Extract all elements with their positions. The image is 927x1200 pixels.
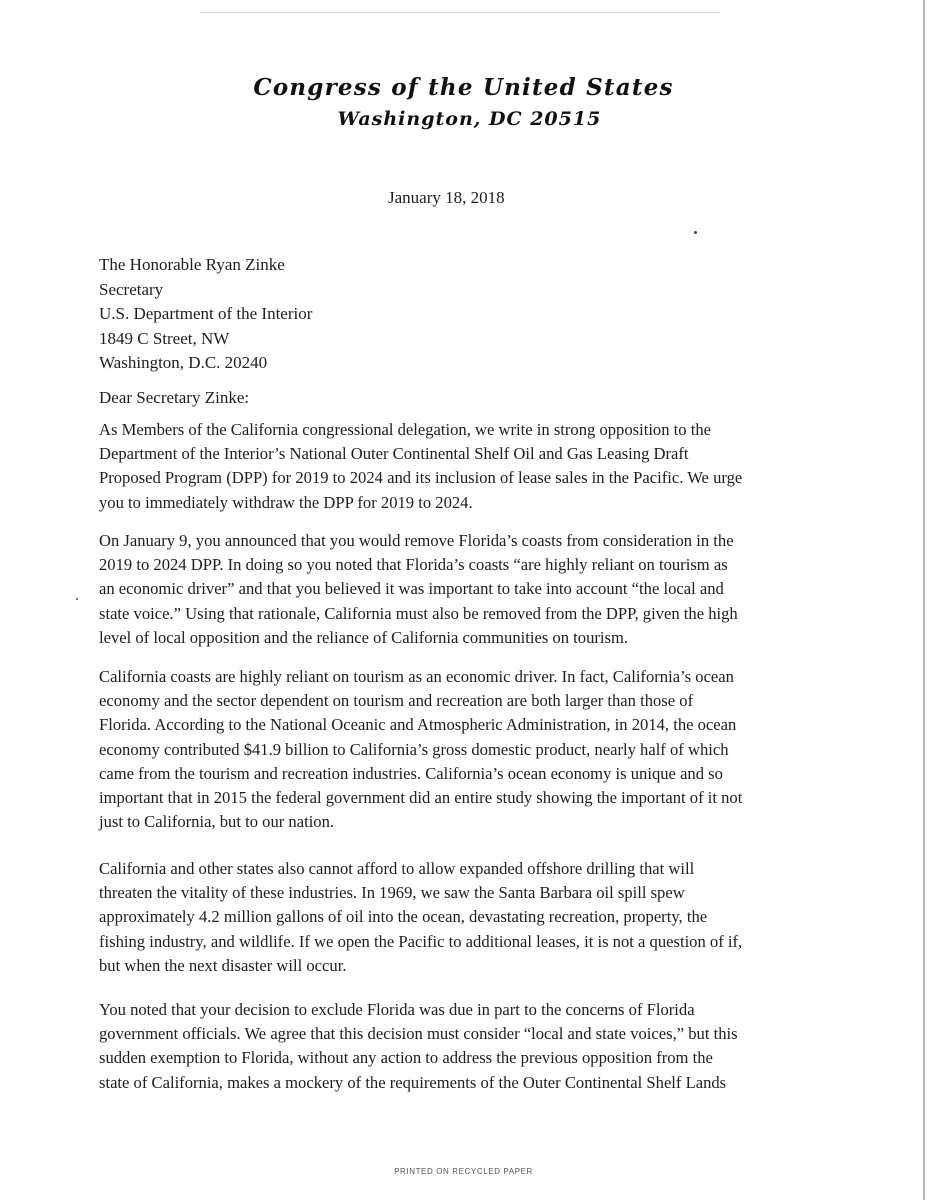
recipient-title: Secretary bbox=[99, 279, 164, 299]
paragraph-line: fishing industry, and wildlife. If we open the Pacific to additional leases, it is not a question of if, bbox=[99, 931, 743, 951]
paragraph-line: sudden exemption to Florida, without any action to address the previous opposition from the bbox=[99, 1048, 713, 1068]
paragraph-line: level of local opposition and the reliance of California communities on tourism. bbox=[99, 627, 629, 647]
paragraph-line: Department of the Interior’s National Outer Continental Shelf Oil and Gas Leasing Draft bbox=[99, 444, 689, 464]
recipient-city: Washington, D.C. 20240 bbox=[99, 353, 268, 372]
letter-date: January 18, 2018 bbox=[388, 188, 505, 207]
scan-speck bbox=[76, 598, 78, 600]
recipient-address-block bbox=[99, 253, 312, 376]
paragraph-4 bbox=[99, 857, 829, 978]
paragraph-line: state voice.” Using that rationale, California must also be removed from the DPP, given the high bbox=[99, 603, 738, 623]
scan-speck bbox=[694, 231, 697, 234]
paragraph-line: approximately 4.2 million gallons of oil into the ocean, devastating recreation, property, the bbox=[99, 907, 708, 927]
recycled-paper-footer: PRINTED ON RECYCLED PAPER bbox=[394, 1167, 533, 1176]
paragraph-line: Florida. According to the National Oceanic and Atmospheric Administration, in 2014, the ocean bbox=[99, 715, 737, 735]
paragraph-line: Proposed Program (DPP) for 2019 to 2024 and its inclusion of lease sales in the Pacific. We urge bbox=[99, 468, 743, 488]
paragraph-line: California coasts are highly reliant on tourism as an economic driver. In fact, California’s ocean bbox=[99, 667, 734, 686]
paragraph-line: California and other states also cannot afford to allow expanded offshore drilling that will bbox=[99, 859, 695, 878]
paragraph-line: As Members of the California congressional delegation, we write in strong opposition to the bbox=[99, 420, 711, 439]
salutation: Dear Secretary Zinke: bbox=[99, 388, 250, 407]
paragraph-line: came from the tourism and recreation industries. California’s ocean economy is unique and so bbox=[99, 763, 723, 783]
paragraph-line: 2019 to 2024 DPP. In doing so you noted that Florida’s coasts “are highly reliant on tourism as bbox=[99, 555, 728, 575]
scan-edge-line bbox=[200, 12, 720, 13]
paragraph-1 bbox=[99, 418, 829, 515]
recipient-street: 1849 C Street, NW bbox=[99, 328, 230, 348]
paragraph-line: On January 9, you announced that you would remove Florida’s coasts from consideration in the bbox=[99, 531, 734, 550]
paragraph-line: threaten the vitality of these industries. In 1969, we saw the Santa Barbara oil spill spew bbox=[99, 883, 685, 903]
paragraph-line: economy contributed $41.9 billion to California’s gross domestic product, nearly half of which bbox=[99, 739, 729, 759]
paragraph-5 bbox=[99, 998, 829, 1095]
letterhead-address: Washington, DC 20515 bbox=[337, 108, 602, 130]
scan-right-edge bbox=[923, 0, 925, 1200]
paragraph-line: an economic driver” and that you believed it was important to take into account “the local and bbox=[99, 579, 724, 599]
letterhead-title: Congress of the United States bbox=[253, 74, 674, 101]
paragraph-2 bbox=[99, 529, 829, 650]
paragraph-line: important that in 2015 the federal government did an entire study showing the important of it not bbox=[99, 788, 743, 808]
paragraph-line: state of California, makes a mockery of the requirements of the Outer Continental Shelf Lands bbox=[99, 1072, 727, 1092]
paragraph-line: but when the next disaster will occur. bbox=[99, 955, 347, 975]
paragraph-line: you to immediately withdraw the DPP for 2019 to 2024. bbox=[99, 492, 473, 512]
paragraph-line: just to California, but to our nation. bbox=[99, 812, 335, 832]
paragraph-line: government officials. We agree that this decision must consider “local and state voices,” but this bbox=[99, 1024, 738, 1044]
paragraph-line: You noted that your decision to exclude Florida was due in part to the concerns of Florida bbox=[99, 1000, 695, 1019]
recipient-name: The Honorable Ryan Zinke bbox=[99, 255, 285, 274]
paragraph-3 bbox=[99, 665, 829, 834]
paragraph-line: economy and the sector dependent on tourism and recreation are both larger than those of bbox=[99, 691, 694, 711]
recipient-department: U.S. Department of the Interior bbox=[99, 304, 313, 323]
